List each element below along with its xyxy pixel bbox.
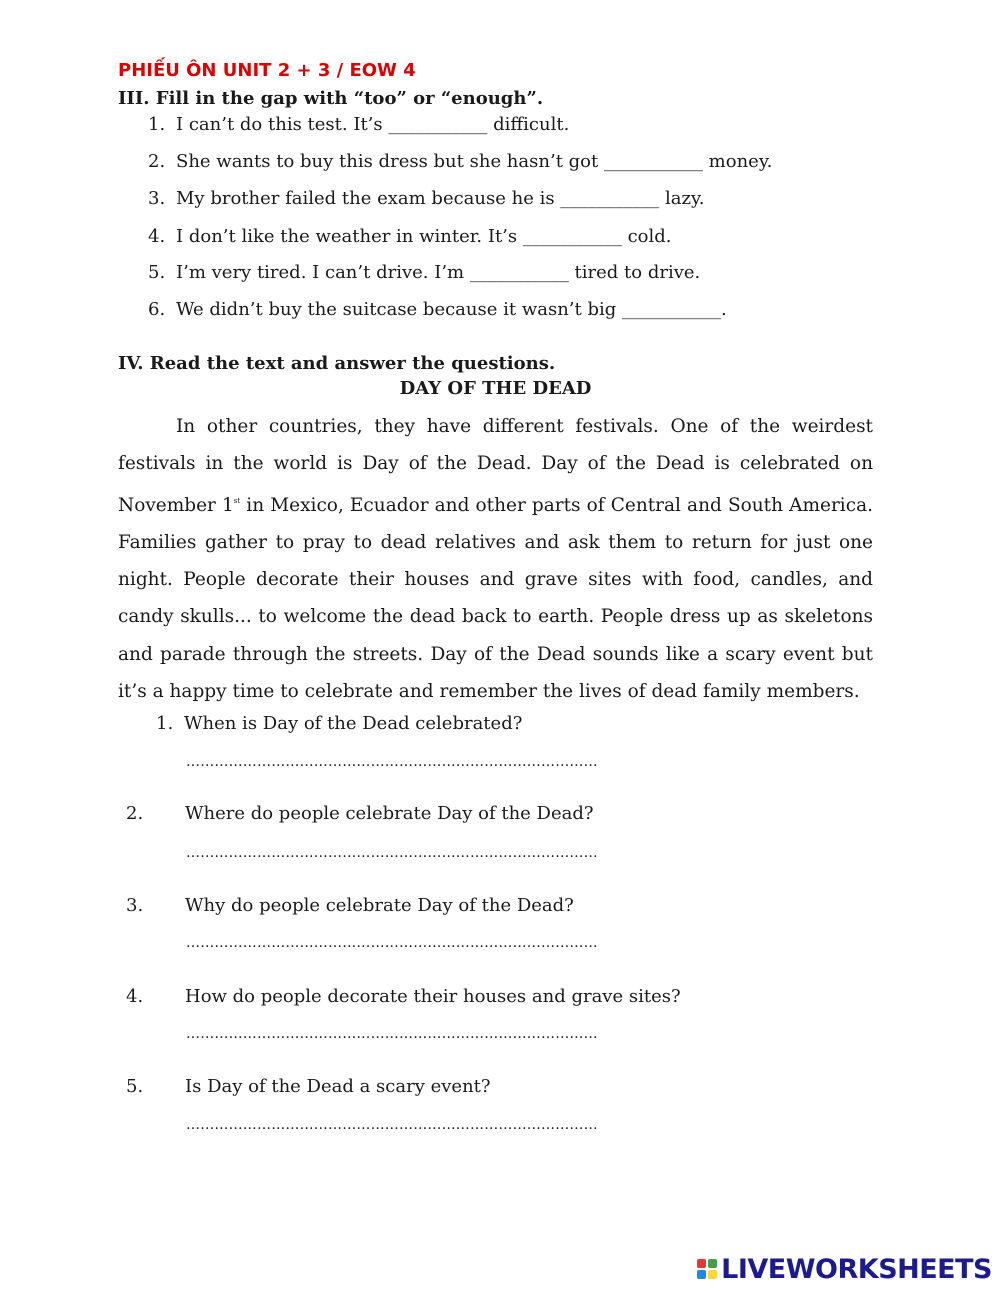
question bbox=[156, 713, 522, 734]
passage-title: DAY OF THE DEAD bbox=[399, 378, 592, 399]
exercise-item bbox=[148, 262, 700, 283]
ordinal-suffix: st bbox=[233, 496, 241, 505]
item-number: 3. bbox=[148, 188, 166, 209]
exercise-item bbox=[148, 299, 727, 320]
liveworksheets-logo[interactable] bbox=[697, 1252, 992, 1286]
item-text: I can’t do this test. It’s ___________ difficult. bbox=[176, 114, 570, 135]
answer-line[interactable]: …………………………………………………………………………… bbox=[186, 754, 598, 770]
question-text: Is Day of the Dead a scary event? bbox=[185, 1076, 491, 1097]
answer-line[interactable]: …………………………………………………………………………… bbox=[186, 845, 598, 861]
question-text: Where do people celebrate Day of the Dead? bbox=[185, 803, 594, 824]
passage-text-part-1: In other countries, they have different festivals. One of the weirdest festivals in the world is Day of the Dead. Day of the Dead is celebrated on November 1 bbox=[118, 416, 873, 516]
question-number: 3. bbox=[126, 895, 144, 916]
question-number: 1. bbox=[156, 713, 174, 734]
question-text: Why do people celebrate Day of the Dead? bbox=[185, 895, 574, 916]
item-number: 6. bbox=[148, 299, 166, 320]
question-number: 2. bbox=[126, 803, 144, 824]
question-number: 4. bbox=[126, 986, 144, 1007]
question-number: 5. bbox=[126, 1076, 144, 1097]
section-4-heading: IV. Read the text and answer the questions. bbox=[118, 353, 556, 374]
answer-line[interactable]: …………………………………………………………………………… bbox=[186, 935, 598, 951]
item-number: 5. bbox=[148, 262, 166, 283]
question bbox=[126, 1076, 491, 1097]
item-text: She wants to buy this dress but she hasn’t got ___________ money. bbox=[176, 151, 773, 172]
item-number: 1. bbox=[148, 114, 166, 135]
item-text: I’m very tired. I can’t drive. I’m ___________ tired to drive. bbox=[176, 262, 701, 283]
worksheet-title: PHIẾU ÔN UNIT 2 + 3 / EOW 4 bbox=[118, 60, 416, 81]
exercise-item bbox=[148, 114, 569, 135]
reading-passage bbox=[118, 408, 873, 710]
question bbox=[126, 803, 594, 824]
item-text: We didn’t buy the suitcase because it wasn’t big ___________. bbox=[176, 299, 727, 320]
exercise-item bbox=[148, 151, 772, 172]
item-number: 4. bbox=[148, 226, 166, 247]
logo-text: LIVEWORKSHEETS bbox=[721, 1253, 992, 1285]
exercise-item bbox=[148, 226, 672, 247]
section-3-heading: III. Fill in the gap with “too” or “enough”. bbox=[118, 88, 544, 109]
liveworksheets-logo-icon bbox=[697, 1259, 717, 1279]
item-number: 2. bbox=[148, 151, 166, 172]
passage-text-part-2: in Mexico, Ecuador and other parts of Central and South America. Families gather to pray to dead relatives and ask them to return for just one night. People decorate their houses and grave sites with food, candles, and candy skulls... to welcome the dead back to earth. People dress up as skeletons and parade through the streets. Day of the Dead sounds like a scary event but it’s a happy time to celebrate and remember the lives of dead family members. bbox=[118, 494, 873, 703]
answer-line[interactable]: …………………………………………………………………………… bbox=[186, 1117, 598, 1133]
question-text: When is Day of the Dead celebrated? bbox=[184, 713, 523, 734]
question bbox=[126, 986, 681, 1007]
item-text: I don’t like the weather in winter. It’s ___________ cold. bbox=[176, 226, 672, 247]
question-text: How do people decorate their houses and grave sites? bbox=[185, 986, 681, 1007]
question bbox=[126, 895, 574, 916]
answer-line[interactable]: …………………………………………………………………………… bbox=[186, 1026, 598, 1042]
item-text: My brother failed the exam because he is ___________ lazy. bbox=[176, 188, 705, 209]
exercise-item bbox=[148, 188, 705, 209]
